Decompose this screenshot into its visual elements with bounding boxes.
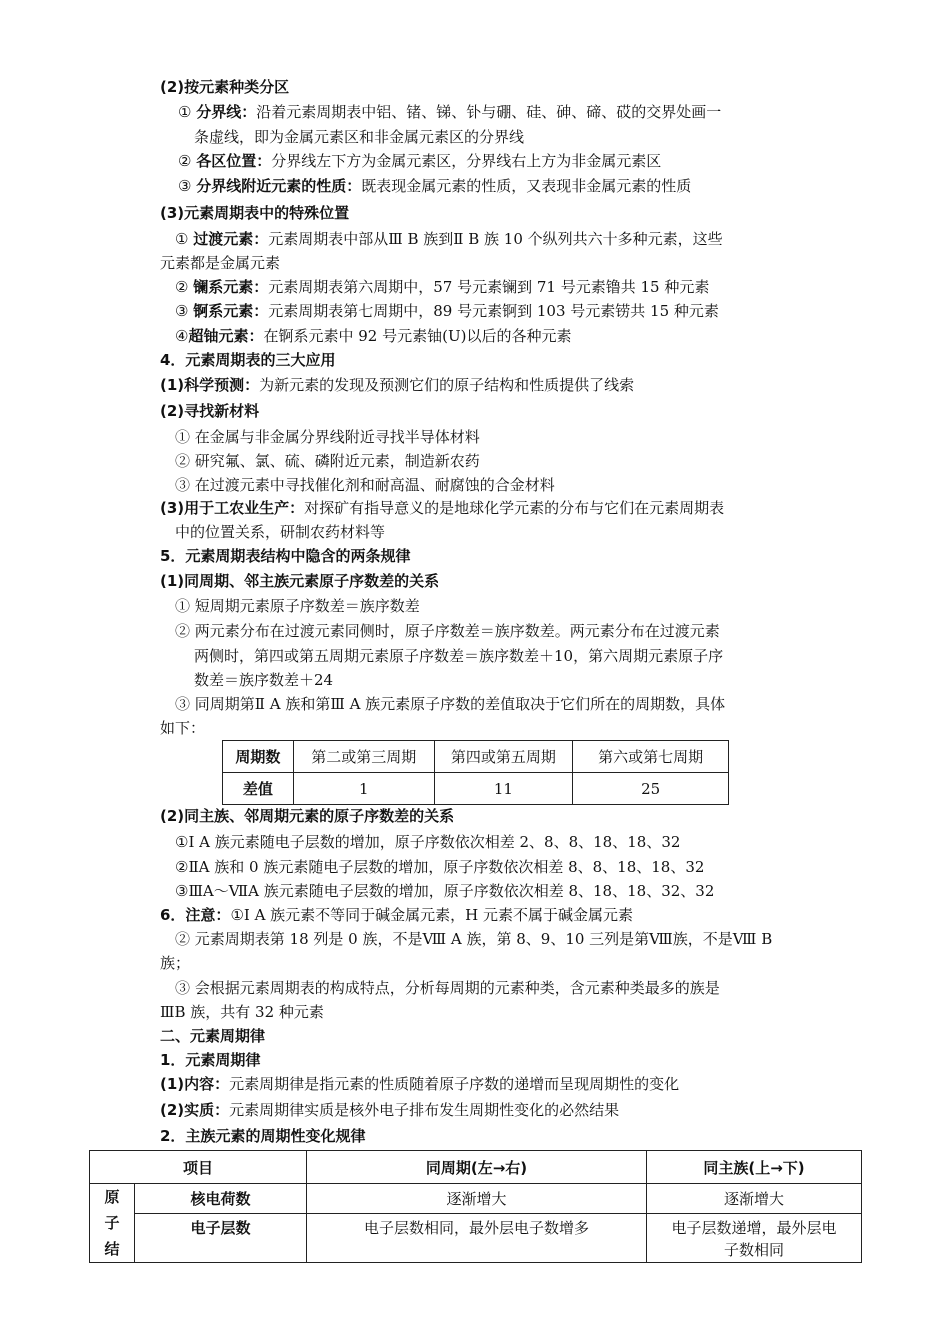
list-item: ① 过渡元素：元素周期表中部从Ⅲ B 族到Ⅱ B 族 10 个纵列共六十多种元素，这些 (175, 230, 723, 248)
paragraph: (1)科学预测：为新元素的发现及预测它们的原子结构和性质提供了线索 (160, 376, 635, 394)
list-item-continued: ⅢB 族，共有 32 种元素 (160, 1003, 324, 1021)
table-cell: 电子层数 (135, 1213, 307, 1262)
table-cell: 逐渐增大 (307, 1184, 647, 1214)
table-header: 周期数 (223, 741, 294, 773)
list-item: ③ 锕系元素：元素周期表第七周期中，89 号元素锕到 103 号元素铹共 15 种元素 (175, 302, 719, 320)
list-item: ③ 分界线附近元素的性质：既表现金属元素的性质，又表现非金属元素的性质 (178, 177, 692, 195)
list-item-continued: 如下： (160, 719, 206, 737)
section-heading: 2．主族元素的周期性变化规律 (160, 1127, 366, 1145)
table-header: 第二或第三周期 (293, 741, 434, 773)
list-item: ③ 在过渡元素中寻找催化剂和耐高温、耐腐蚀的合金材料 (175, 476, 555, 494)
list-item: ③ 同周期第Ⅱ A 族和第Ⅲ A 族元素原子序数的差值取决于它们所在的周期数，具体 (175, 695, 726, 713)
section-heading: (2)按元素种类分区 (160, 78, 290, 96)
table-cell: 差值 (223, 773, 294, 805)
list-item: ③ 会根据元素周期表的构成特点，分析每周期的元素种类，含元素种类最多的族是 (175, 979, 720, 997)
periodic-law-table (89, 1150, 862, 1263)
list-item-continued: 条虚线，即为金属元素区和非金属元素区的分界线 (194, 128, 525, 146)
table-cell: 电子层数递增，最外层电 子数相同 (647, 1213, 862, 1262)
section-heading: (2)寻找新材料 (160, 402, 260, 420)
list-item: ② 元素周期表第 18 列是 0 族，不是Ⅷ A 族，第 8、9、10 三列是第Ⅷ族，不是Ⅷ B (175, 930, 773, 948)
list-item: ④超铀元素：在锕系元素中 92 号元素铀(U)以后的各种元素 (175, 327, 572, 345)
section-heading: 1．元素周期律 (160, 1051, 261, 1069)
list-item: ① 分界线：沿着元素周期表中铝、锗、锑、钋与硼、硅、砷、碲、砹的交界处画一 (178, 103, 722, 121)
period-diff-table (222, 740, 729, 805)
list-item: ② 各区位置：分界线左下方为金属元素区，分界线右上方为非金属元素区 (178, 152, 662, 170)
list-item: ②ⅡA 族和 0 族元素随电子层数的增加，原子序数依次相差 8、8、18、18、32 (175, 858, 705, 876)
section-heading: (3)元素周期表中的特殊位置 (160, 204, 350, 222)
list-item: ② 镧系元素：元素周期表第六周期中，57 号元素镧到 71 号元素镥共 15 种元素 (175, 278, 710, 296)
table-header: 第四或第五周期 (434, 741, 573, 773)
list-item-continued: 元素都是金属元素 (160, 254, 281, 272)
list-item: ① 在金属与非金属分界线附近寻找半导体材料 (175, 428, 480, 446)
table-cell: 电子层数相同，最外层电子数增多 (307, 1213, 647, 1262)
list-item: ③ⅢA～ⅦA 族元素随电子层数的增加，原子序数依次相差 8、18、18、32、32 (175, 882, 715, 900)
paragraph: (2)实质：元素周期律实质是核外电子排布发生周期性变化的必然结果 (160, 1101, 620, 1119)
list-item-continued: 两侧时，第四或第五周期元素原子序数差＝族序数差＋10，第六周期元素原子序 (194, 647, 724, 665)
table-cell: 1 (293, 773, 434, 805)
table-row-group-label: 原 子 结 (90, 1184, 135, 1263)
section-heading: 4．元素周期表的三大应用 (160, 351, 336, 369)
table-header: 同主族(上→下) (647, 1151, 862, 1184)
table-header: 同周期(左→右) (307, 1151, 647, 1184)
table-cell: 核电荷数 (135, 1184, 307, 1214)
paragraph: (1)内容：元素周期律是指元素的性质随着原子序数的递增而呈现周期性的变化 (160, 1075, 680, 1093)
table-cell: 25 (573, 773, 729, 805)
list-item: ① 短周期元素原子序数差＝族序数差 (175, 597, 420, 615)
paragraph: (3)用于工农业生产：对探矿有指导意义的是地球化学元素的分布与它们在元素周期表 (160, 499, 725, 517)
list-item-continued: 数差＝族序数差＋24 (194, 671, 334, 689)
list-item: ② 研究氟、氯、硫、磷附近元素，制造新农药 (175, 452, 480, 470)
list-item: ①Ⅰ A 族元素随电子层数的增加，原子序数依次相差 2、8、8、18、18、32 (175, 833, 681, 851)
section-heading: (2)同主族、邻周期元素的原子序数差的关系 (160, 807, 455, 825)
table-header: 第六或第七周期 (573, 741, 729, 773)
section-heading: (1)同周期、邻主族元素原子序数差的关系 (160, 572, 440, 590)
chapter-heading: 二、元素周期律 (160, 1027, 266, 1045)
paragraph-continued: 中的位置关系，研制农药材料等 (175, 523, 386, 541)
table-cell: 逐渐增大 (647, 1184, 862, 1214)
table-cell: 11 (434, 773, 573, 805)
list-item: ② 两元素分布在过渡元素同侧时，原子序数差＝族序数差。两元素分布在过渡元素 (175, 622, 720, 640)
section-heading: 5．元素周期表结构中隐含的两条规律 (160, 547, 411, 565)
list-item-continued: 族； (160, 954, 191, 972)
paragraph: 6．注意：①Ⅰ A 族元素不等同于碱金属元素，H 元素不属于碱金属元素 (160, 906, 634, 924)
table-header: 项目 (90, 1151, 307, 1184)
